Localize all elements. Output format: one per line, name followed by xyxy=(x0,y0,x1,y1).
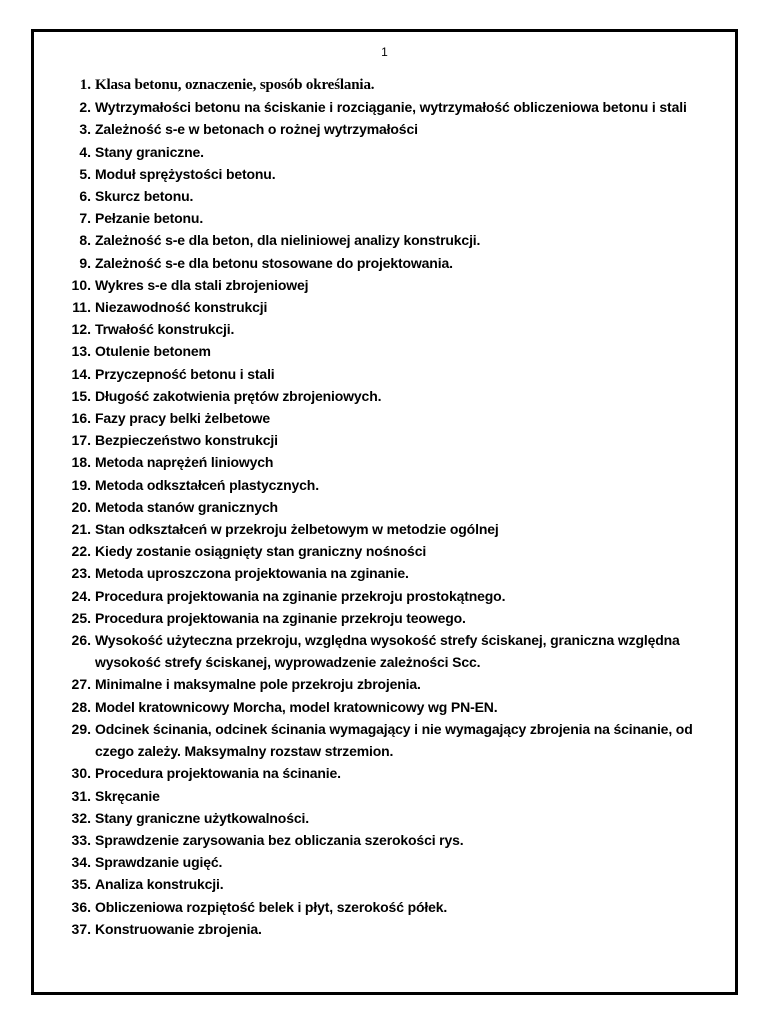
topic-item xyxy=(70,318,734,340)
topic-text: Wysokość użyteczna przekroju, względna wysokość strefy ściskanej, graniczna względna wysokość strefy ściskanej, wyprowadzenie zależności Scc. xyxy=(95,632,680,671)
topic-text: Długość zakotwienia prętów zbrojeniowych. xyxy=(95,387,382,404)
topic-number: 34. xyxy=(71,854,91,871)
topic-number: 4. xyxy=(79,143,91,160)
topic-text: Metoda stanów granicznych xyxy=(95,498,278,515)
topic-text: Trwałość konstrukcji. xyxy=(95,321,235,338)
topic-number: 32. xyxy=(71,809,91,826)
topic-text: Sprawdzanie ugięć. xyxy=(95,854,223,871)
topic-text: Metoda odkształceń plastycznych. xyxy=(95,476,319,493)
topic-item xyxy=(70,74,734,96)
page-border xyxy=(31,29,738,995)
topic-item xyxy=(70,807,734,829)
topic-item xyxy=(70,540,734,562)
topic-text: Zależność s-e dla beton, dla nieliniowej analizy konstrukcji. xyxy=(95,232,481,249)
topic-text: Skręcanie xyxy=(95,787,160,804)
topic-item xyxy=(70,562,734,584)
topic-number: 20. xyxy=(71,498,91,515)
topic-item xyxy=(70,385,734,407)
topic-number: 22. xyxy=(71,543,91,560)
topic-item xyxy=(70,851,734,873)
topic-number: 27. xyxy=(71,676,91,693)
topic-text: Skurcz betonu. xyxy=(95,188,194,205)
topic-text: Bezpieczeństwo konstrukcji xyxy=(95,432,278,449)
topic-item xyxy=(70,873,734,895)
topic-item xyxy=(70,518,734,540)
topic-item xyxy=(70,918,734,940)
topic-text: Przyczepność betonu i stali xyxy=(95,365,275,382)
topic-text: Stany graniczne. xyxy=(95,143,204,160)
topic-number: 15. xyxy=(71,387,91,404)
topic-number: 19. xyxy=(71,476,91,493)
topic-item xyxy=(70,673,734,695)
topic-number: 21. xyxy=(71,521,91,538)
topic-item xyxy=(70,896,734,918)
topic-number: 2. xyxy=(79,99,91,116)
topic-item xyxy=(70,718,734,762)
topic-text: Otulenie betonem xyxy=(95,343,211,360)
topic-text: Zależność s-e dla betonu stosowane do projektowania. xyxy=(95,254,453,271)
topic-number: 17. xyxy=(71,432,91,449)
topic-number: 12. xyxy=(71,321,91,338)
topic-number: 7. xyxy=(79,210,91,227)
topic-item xyxy=(70,585,734,607)
topic-number: 8. xyxy=(79,232,91,249)
topic-text: Wykres s-e dla stali zbrojeniowej xyxy=(95,276,309,293)
topic-number: 13. xyxy=(71,343,91,360)
page-number: 1 xyxy=(381,45,388,59)
topic-text: Procedura projektowania na zginanie przekroju teowego. xyxy=(95,609,466,626)
topic-item xyxy=(70,229,734,251)
topic-text: Fazy pracy belki żelbetowe xyxy=(95,410,271,427)
topic-text: Odcinek ścinania, odcinek ścinania wymagający i nie wymagający zbrojenia na ścinanie, od czego zależy. Maksymalny rozstaw strzemion. xyxy=(95,720,693,760)
topic-number: 3. xyxy=(79,121,91,138)
topic-text: Kiedy zostanie osiągnięty stan graniczny nośności xyxy=(95,543,427,560)
topic-number: 5. xyxy=(79,165,91,182)
topic-text: Sprawdzenie zarysowania bez obliczania szerokości rys. xyxy=(95,831,464,848)
topic-text: Klasa betonu, oznaczenie, sposób określania. xyxy=(95,77,375,93)
topic-item xyxy=(70,274,734,296)
topic-text: Obliczeniowa rozpiętość belek i płyt, szerokość półek. xyxy=(95,898,448,915)
topic-item xyxy=(70,252,734,274)
topic-text: Stany graniczne użytkowalności. xyxy=(95,809,309,826)
topic-item xyxy=(70,829,734,851)
topic-text: Wytrzymałości betonu na ściskanie i rozciąganie, wytrzymałość obliczeniowa betonu i stali xyxy=(95,99,687,116)
topic-number: 33. xyxy=(71,831,91,848)
topic-item xyxy=(70,607,734,629)
topic-item xyxy=(70,496,734,518)
topic-item xyxy=(70,118,734,140)
topic-item xyxy=(70,451,734,473)
topic-number: 10. xyxy=(71,276,91,293)
topic-item xyxy=(70,407,734,429)
topic-number: 14. xyxy=(71,365,91,382)
topic-text: Moduł sprężystości betonu. xyxy=(95,165,276,182)
topic-text: Procedura projektowania na zginanie przekroju prostokątnego. xyxy=(95,587,506,604)
topic-text: Analiza konstrukcji. xyxy=(95,876,224,893)
topic-text: Model kratownicowy Morcha, model kratownicowy wg PN-EN. xyxy=(95,698,498,715)
topic-text: Niezawodność konstrukcji xyxy=(95,299,268,316)
topic-item xyxy=(70,629,734,673)
topic-number: 28. xyxy=(71,698,91,715)
topic-list xyxy=(70,74,734,940)
topic-item xyxy=(70,696,734,718)
topic-item xyxy=(70,141,734,163)
topic-number: 29. xyxy=(71,720,91,737)
topic-item xyxy=(70,207,734,229)
topic-item xyxy=(70,785,734,807)
topic-text: Stan odkształceń w przekroju żelbetowym w metodzie ogólnej xyxy=(95,521,499,538)
topic-number: 37. xyxy=(71,920,91,937)
topic-item xyxy=(70,296,734,318)
topic-text: Zależność s-e w betonach o rożnej wytrzymałości xyxy=(95,121,418,138)
topic-number: 24. xyxy=(71,587,91,604)
topic-number: 36. xyxy=(71,898,91,915)
topic-number: 23. xyxy=(71,565,91,582)
topic-text: Metoda naprężeń liniowych xyxy=(95,454,274,471)
topic-text: Konstruowanie zbrojenia. xyxy=(95,920,262,937)
topic-number: 30. xyxy=(71,765,91,782)
topic-text: Metoda uproszczona projektowania na zginanie. xyxy=(95,565,409,582)
topic-item xyxy=(70,474,734,496)
topic-number: 9. xyxy=(79,254,91,271)
topic-number: 35. xyxy=(71,876,91,893)
topic-number: 1. xyxy=(79,77,91,93)
topic-number: 26. xyxy=(71,632,91,649)
topic-item xyxy=(70,185,734,207)
topic-item xyxy=(70,762,734,784)
topic-number: 31. xyxy=(71,787,91,804)
topic-text: Pełzanie betonu. xyxy=(95,210,204,227)
topic-text: Minimalne i maksymalne pole przekroju zbrojenia. xyxy=(95,676,421,693)
topic-item xyxy=(70,340,734,362)
topic-item xyxy=(70,163,734,185)
topic-number: 6. xyxy=(79,188,91,205)
topic-item xyxy=(70,429,734,451)
topic-item xyxy=(70,96,734,118)
topic-item xyxy=(70,363,734,385)
topic-text: Procedura projektowania na ścinanie. xyxy=(95,765,341,782)
topic-number: 16. xyxy=(71,410,91,427)
topic-number: 25. xyxy=(71,609,91,626)
topic-number: 18. xyxy=(71,454,91,471)
topic-number: 11. xyxy=(72,299,91,316)
